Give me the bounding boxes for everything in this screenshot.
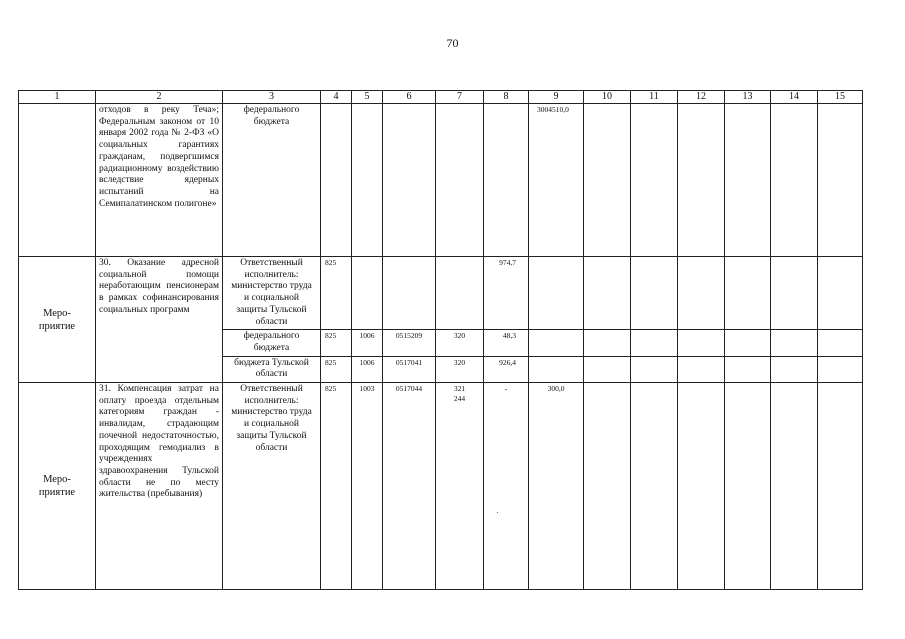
header-cell-3: 3	[223, 91, 321, 104]
cell-col13	[725, 330, 771, 356]
cell-vr	[436, 257, 484, 330]
cell-vr	[436, 104, 484, 257]
cell-col8-value: -	[484, 383, 529, 590]
cell-col15	[818, 257, 863, 330]
cell-col11	[631, 356, 678, 382]
cell-measure-description: 30. Оказание адресной социальной помощи неработающим пенсионерам в рамках софинансирования социальных программ	[96, 257, 223, 383]
cell-col9-value: 3004510,0	[529, 104, 584, 257]
cell-col13	[725, 257, 771, 330]
cell-grbs	[321, 104, 352, 257]
cell-funding-source: федерального бюджета	[223, 104, 321, 257]
cell-csr	[383, 104, 436, 257]
cell-csr	[383, 257, 436, 330]
cell-type: Меро- приятие	[19, 383, 96, 590]
header-cell-9: 9	[529, 91, 584, 104]
cell-col12	[678, 330, 725, 356]
page-number: 70	[446, 36, 459, 50]
cell-responsible: Ответственный исполнитель: министерство труда и социальной защиты Тульской области	[223, 383, 321, 590]
header-cell-5: 5	[352, 91, 383, 104]
header-cell-2: 2	[96, 91, 223, 104]
cell-type: Меро- приятие	[19, 257, 96, 383]
cell-grbs: 825	[321, 330, 352, 356]
cell-vr: 320	[436, 356, 484, 382]
header-cell-7: 7	[436, 91, 484, 104]
scan-speck	[497, 512, 498, 513]
cell-col13	[725, 356, 771, 382]
cell-funding-source: бюджета Тульской области	[223, 356, 321, 382]
table-row	[19, 104, 863, 257]
cell-col8-value: 48,3	[484, 330, 529, 356]
cell-rzpr	[352, 257, 383, 330]
cell-grbs: 825	[321, 356, 352, 382]
header-cell-1: 1	[19, 91, 96, 104]
cell-col14	[771, 356, 818, 382]
cell-measure-description: отходов в реку Теча»; Федеральным законом от 10 января 2002 года № 2-ФЗ «О социальных гарантиях гражданам, подвергшимся радиационному воздействию вследствие ядерных испытаний на Семипалатинском полигоне»	[96, 104, 223, 257]
cell-col8	[484, 104, 529, 257]
cell-rzpr: 1006	[352, 330, 383, 356]
cell-col11	[631, 330, 678, 356]
header-row	[19, 91, 863, 104]
cell-vr: 321 244	[436, 383, 484, 590]
header-cell-13: 13	[725, 91, 771, 104]
header-cell-12: 12	[678, 91, 725, 104]
cell-type	[19, 104, 96, 257]
cell-col15	[818, 330, 863, 356]
cell-col12	[678, 383, 725, 590]
cell-col15	[818, 104, 863, 257]
cell-col15	[818, 383, 863, 590]
cell-col13	[725, 383, 771, 590]
cell-csr: 0517041	[383, 356, 436, 382]
cell-col10	[584, 383, 631, 590]
cell-col11	[631, 257, 678, 330]
cell-measure-description: 31. Компенсация затрат на оплату проезда отдельным категориям граждан - инвалидам, страдающим почечной недостаточностью, проходящим гемодиализ в учреждениях здравоохранения Тульской области не по месту жительства (пребывания)	[96, 383, 223, 590]
cell-col14	[771, 383, 818, 590]
header-cell-15: 15	[818, 91, 863, 104]
cell-col11	[631, 383, 678, 590]
header-cell-6: 6	[383, 91, 436, 104]
cell-responsible: Ответственный исполнитель: министерство труда и социальной защиты Тульской области	[223, 257, 321, 330]
header-cell-8: 8	[484, 91, 529, 104]
cell-col9-value: 300,0	[529, 383, 584, 590]
cell-col15	[818, 356, 863, 382]
cell-col14	[771, 104, 818, 257]
cell-col14	[771, 257, 818, 330]
cell-col10	[584, 104, 631, 257]
cell-col12	[678, 356, 725, 382]
program-table	[18, 90, 863, 590]
cell-col11	[631, 104, 678, 257]
cell-col13	[725, 104, 771, 257]
cell-csr: 0515209	[383, 330, 436, 356]
cell-col10	[584, 356, 631, 382]
cell-col14	[771, 330, 818, 356]
cell-col9	[529, 257, 584, 330]
cell-col12	[678, 104, 725, 257]
cell-col10	[584, 330, 631, 356]
cell-csr: 0517044	[383, 383, 436, 590]
cell-grbs: 825	[321, 257, 352, 330]
cell-grbs: 825	[321, 383, 352, 590]
cell-rzpr: 1003	[352, 383, 383, 590]
header-cell-14: 14	[771, 91, 818, 104]
table-row	[19, 257, 863, 330]
cell-funding-source: федерального бюджета	[223, 330, 321, 356]
header-cell-10: 10	[584, 91, 631, 104]
cell-col9	[529, 330, 584, 356]
header-cell-11: 11	[631, 91, 678, 104]
cell-col9	[529, 356, 584, 382]
cell-col10	[584, 257, 631, 330]
cell-rzpr: 1006	[352, 356, 383, 382]
cell-rzpr	[352, 104, 383, 257]
cell-vr: 320	[436, 330, 484, 356]
table-row	[19, 383, 863, 590]
cell-col8-value: 926,4	[484, 356, 529, 382]
header-cell-4: 4	[321, 91, 352, 104]
cell-col8-value: 974,7	[484, 257, 529, 330]
cell-col12	[678, 257, 725, 330]
